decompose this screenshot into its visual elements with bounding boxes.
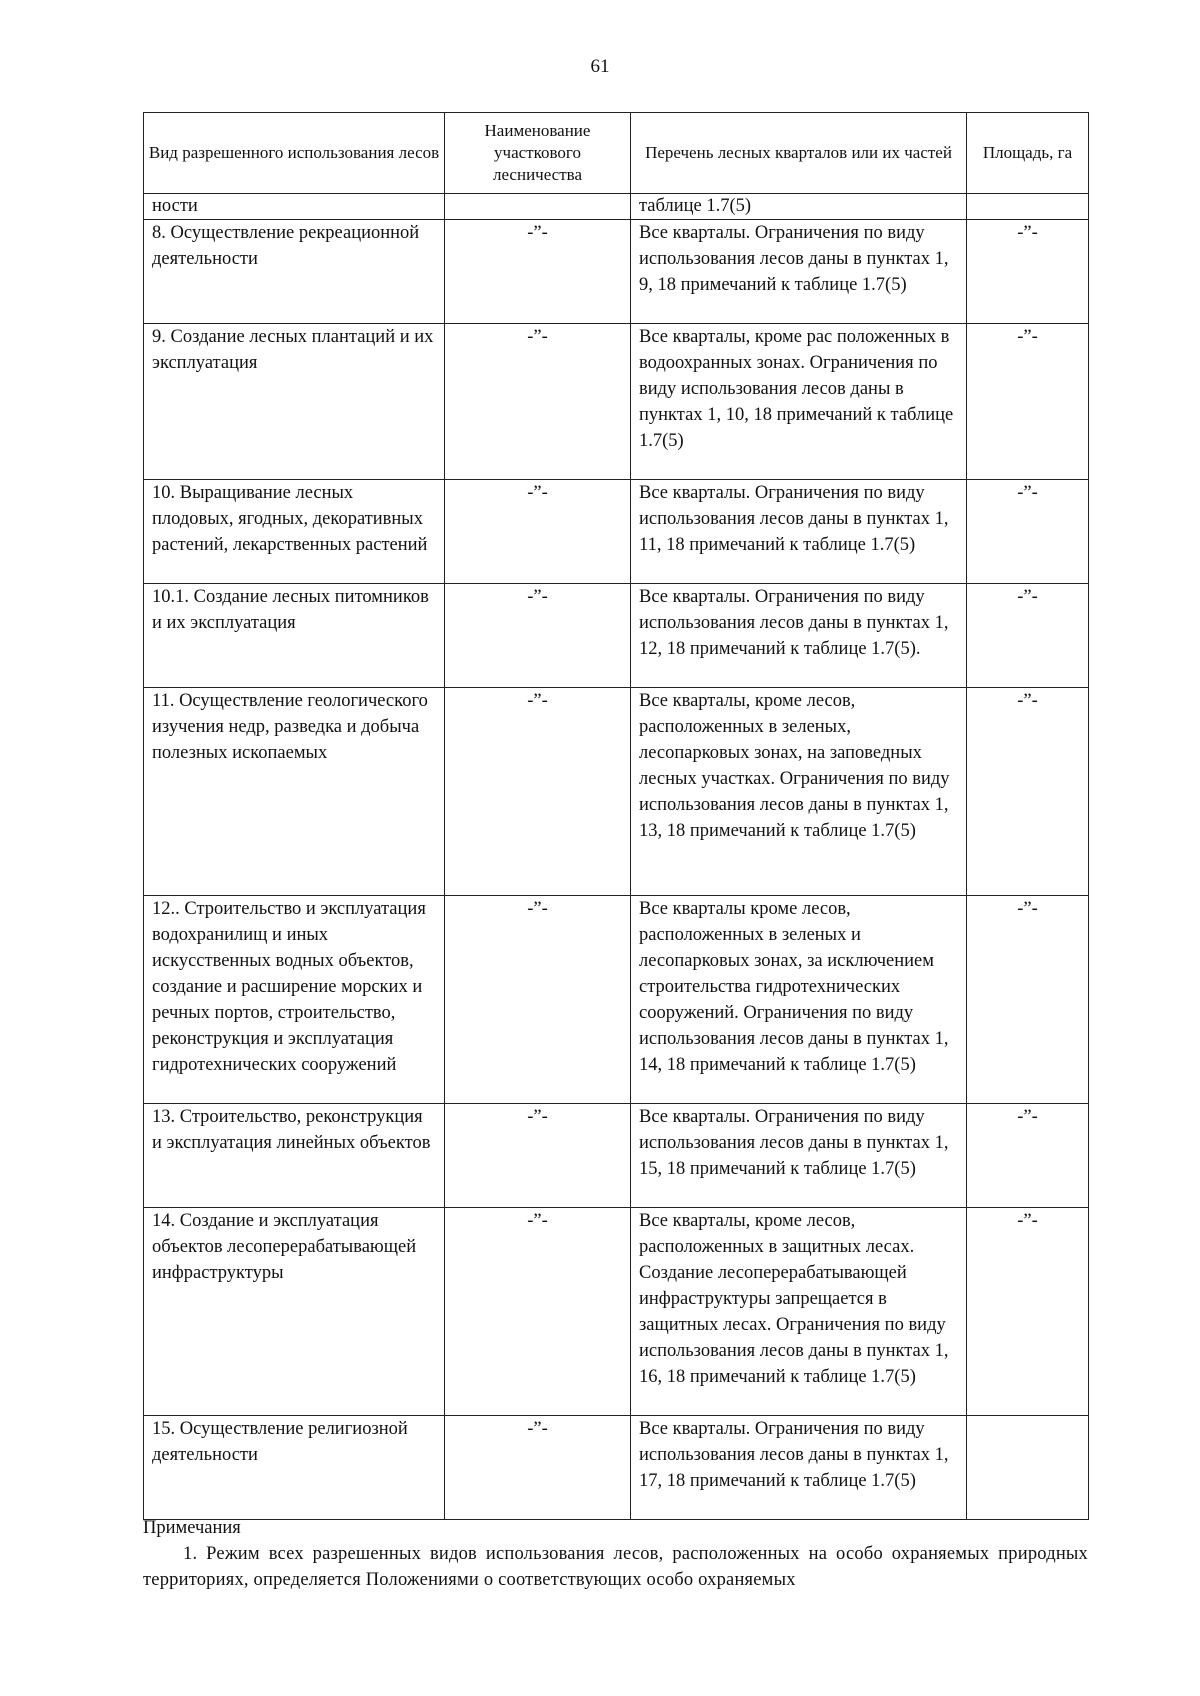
header-use-type: Вид разрешенного использования лесов <box>144 113 445 194</box>
cell-quarters: Все кварталы, кроме лесов, расположенных в защитных лесах. Создание лесоперерабатывающей инфраструктуры запрещается в защитных лесах. Ограничения по виду использования лесов даны в пунктах 1, 16, 18 примечаний к таблице 1.7(5) <box>631 1208 967 1416</box>
cell-use-type: 9. Создание лесных плантаций и их эксплуатация <box>144 324 445 480</box>
cell-quarters: Все кварталы. Ограничения по виду использования лесов даны в пунктах 1, 17, 18 примечаний к таблице 1.7(5) <box>631 1416 967 1520</box>
cell-quarters: Все кварталы. Ограничения по виду использования лесов даны в пунктах 1, 9, 18 примечаний к таблице 1.7(5) <box>631 220 967 324</box>
cell-area: -”- <box>967 1104 1089 1208</box>
cell-forestry: -”- <box>445 1416 631 1520</box>
cell-use-type: 12.. Строительство и эксплуатация водохранилищ и иных искусственных водных объектов, создание и расширение морских и речных портов, строительство, реконструкция и эксплуатация гидротехнических сооружений <box>144 896 445 1104</box>
notes-section <box>143 1515 1088 1593</box>
table-row <box>144 584 1089 688</box>
cell-area: -”- <box>967 584 1089 688</box>
cell-use-type: 8. Осуществление рекреационной деятельности <box>144 220 445 324</box>
table-row <box>144 194 1089 220</box>
cell-quarters: Все кварталы. Ограничения по виду использования лесов даны в пунктах 1, 12, 18 примечаний к таблице 1.7(5). <box>631 584 967 688</box>
table-row <box>144 1416 1089 1520</box>
cell-use-type: 11. Осуществление геологического изучения недр, разведка и добыча полезных ископаемых <box>144 688 445 896</box>
cell-use-type: 14. Создание и эксплуатация объектов лесоперерабатывающей инфраструктуры <box>144 1208 445 1416</box>
cell-area: -”- <box>967 1208 1089 1416</box>
page-number: 61 <box>590 56 610 77</box>
cell-forestry: -”- <box>445 688 631 896</box>
cell-forestry: -”- <box>445 324 631 480</box>
table-header-row <box>144 113 1089 194</box>
cell-forestry: -”- <box>445 896 631 1104</box>
cell-forestry: -”- <box>445 584 631 688</box>
cell-use-type: ности <box>144 194 445 220</box>
cell-quarters: Все кварталы. Ограничения по виду использования лесов даны в пунктах 1, 15, 18 примечаний к таблице 1.7(5) <box>631 1104 967 1208</box>
table-row <box>144 324 1089 480</box>
table-row <box>144 480 1089 584</box>
cell-quarters: таблице 1.7(5) <box>631 194 967 220</box>
table-row <box>144 688 1089 896</box>
header-quarters-list: Перечень лесных кварталов или их частей <box>631 113 967 194</box>
table-row <box>144 220 1089 324</box>
header-forestry-name: Наименование участкового лесничества <box>445 113 631 194</box>
cell-forestry: -”- <box>445 220 631 324</box>
notes-text: 1. Режим всех разрешенных видов использования лесов, расположенных на особо охраняемых природных территориях, определяется Положениями о соответствующих особо охраняемых <box>143 1544 1088 1590</box>
cell-quarters: Все кварталы, кроме рас положенных в водоохранных зонах. Ограничения по виду использования лесов даны в пунктах 1, 10, 18 примечаний к таблице 1.7(5) <box>631 324 967 480</box>
cell-forestry: -”- <box>445 1104 631 1208</box>
cell-area: -”- <box>967 688 1089 896</box>
cell-area: -”- <box>967 480 1089 584</box>
cell-forestry: -”- <box>445 1208 631 1416</box>
table-row <box>144 1104 1089 1208</box>
cell-quarters: Все кварталы кроме лесов, расположенных в зеленых и лесопарковых зонах, за исключением строительства гидротехнических сооружений. Ограничения по виду использования лесов даны в пунктах 1, 14, 18 примечаний к таблице 1.7(5) <box>631 896 967 1104</box>
cell-area <box>967 194 1089 220</box>
cell-quarters: Все кварталы, кроме лесов, расположенных в зеленых, лесопарковых зонах, на заповедных лесных участках. Ограничения по виду использования лесов даны в пунктах 1, 13, 18 примечаний к таблице 1.7(5) <box>631 688 967 896</box>
header-area: Площадь, га <box>967 113 1089 194</box>
cell-use-type: 13. Строительство, реконструкция и эксплуатация линейных объектов <box>144 1104 445 1208</box>
cell-forestry: -”- <box>445 480 631 584</box>
cell-area <box>967 1416 1089 1520</box>
forest-use-table <box>143 112 1089 1520</box>
cell-area: -”- <box>967 220 1089 324</box>
cell-quarters: Все кварталы. Ограничения по виду использования лесов даны в пунктах 1, 11, 18 примечаний к таблице 1.7(5) <box>631 480 967 584</box>
cell-use-type: 15. Осуществление религиозной деятельности <box>144 1416 445 1520</box>
cell-forestry <box>445 194 631 220</box>
cell-use-type: 10.1. Создание лесных питомников и их эксплуатация <box>144 584 445 688</box>
cell-area: -”- <box>967 896 1089 1104</box>
notes-title: Примечания <box>143 1518 241 1538</box>
table-row <box>144 1208 1089 1416</box>
table-row <box>144 896 1089 1104</box>
cell-use-type: 10. Выращивание лесных плодовых, ягодных, декоративных растений, лекарственных растений <box>144 480 445 584</box>
cell-area: -”- <box>967 324 1089 480</box>
